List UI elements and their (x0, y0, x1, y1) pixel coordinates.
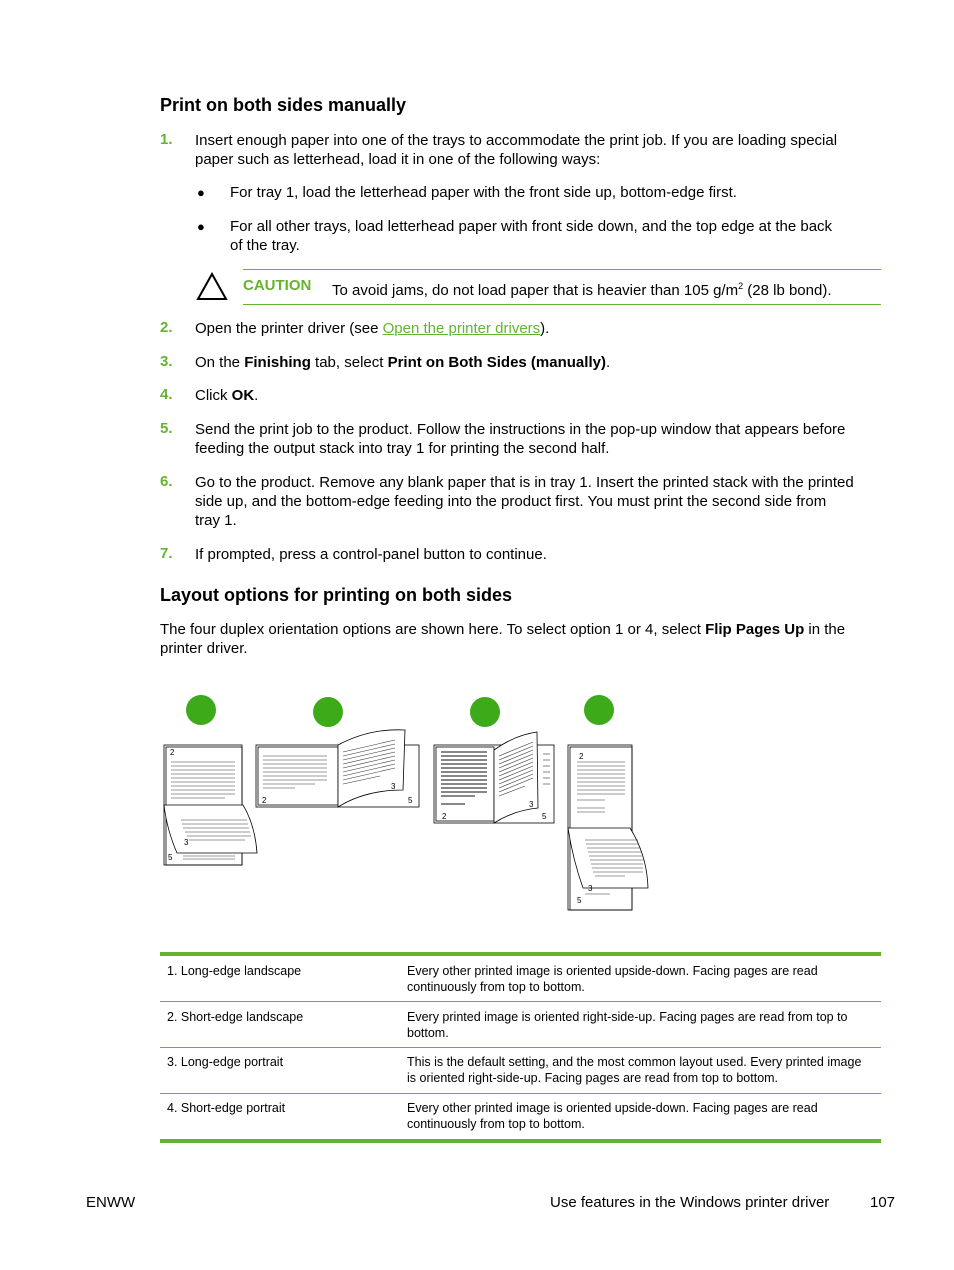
section-heading-manual-duplex: Print on both sides manually (160, 95, 407, 115)
bullet-text (230, 217, 832, 255)
table-cell-description (407, 1009, 848, 1041)
layout-intro-text (160, 620, 845, 658)
page-num-2: 2 (442, 812, 447, 821)
footer-left: ENWW (86, 1194, 136, 1211)
table-cell-option: 1. Long-edge landscape (167, 964, 302, 978)
table-top-rule (160, 952, 881, 956)
description-line: continuously from top to bottom. (407, 1117, 585, 1131)
step-line: Go to the product. Remove any blank paper that is in tray 1. Insert the printed stack with the printed (195, 474, 854, 491)
step-text-pre: Open the printer driver (see (195, 320, 383, 337)
step-number: 3. (160, 353, 173, 370)
intro-text-post: in the (804, 621, 846, 638)
bullet-line: of the tray. (230, 237, 300, 254)
print-both-sides-term: Print on Both Sides (manually) (387, 354, 606, 371)
intro-text-pre: The four duplex orientation options are shown here. To select option 1 or 4, select (160, 621, 706, 638)
description-line: continuously from top to bottom. (407, 980, 585, 994)
step-text-pre: On the (195, 354, 245, 371)
step-number: 5. (160, 420, 173, 437)
step-number: 4. (160, 386, 173, 403)
caution-bottom-rule (243, 304, 881, 305)
footer-chapter-title: Use features in the Windows printer driver (550, 1194, 830, 1211)
open-printer-drivers-link[interactable]: Open the printer drivers (382, 320, 541, 337)
page-num-5: 5 (168, 853, 173, 862)
footer-page-number: 107 (870, 1194, 896, 1211)
step-text (195, 473, 854, 530)
step-line: paper such as letterhead, load it in one of the following ways: (195, 151, 601, 168)
page-num-5: 5 (577, 896, 582, 905)
finishing-tab-term: Finishing (244, 354, 311, 371)
bullet-text (230, 183, 737, 202)
step-text-post: ). (540, 320, 550, 337)
description-line: Every other printed image is oriented upside-down. Facing pages are read (407, 1101, 818, 1115)
step-text-mid: tab, select (310, 354, 388, 371)
page-num-5: 5 (408, 796, 413, 805)
caution-text-main: To avoid jams, do not load paper that is heavier than 105 g/m (332, 282, 739, 299)
option-marker-3 (470, 697, 500, 727)
table-cell-option: 3. Long-edge portrait (167, 1055, 284, 1069)
duplex-orientation-diagram (155, 690, 665, 920)
bullet-icon: ● (197, 219, 205, 234)
step-text (195, 353, 610, 372)
table-cell-description (407, 963, 818, 995)
layout-diagram-3 (434, 732, 554, 823)
step-number: 6. (160, 473, 173, 490)
intro-text-line2: printer driver. (160, 640, 248, 657)
step-text (195, 545, 547, 564)
table-cell-description (407, 1054, 861, 1086)
page-num-5: 5 (542, 812, 547, 821)
step-line: side up, and the bottom-edge feeding into the product first. You must print the second side from (195, 493, 827, 510)
caution-text-end: (28 lb bond). (743, 282, 832, 299)
page-num-3: 3 (529, 800, 534, 809)
description-line: Every other printed image is oriented upside-down. Facing pages are read (407, 964, 818, 978)
step-text-post: . (605, 354, 611, 371)
table-row-rule (160, 1001, 881, 1002)
section-heading-layout-options: Layout options for printing on both sides (160, 585, 512, 605)
description-line: bottom. (407, 1026, 449, 1040)
flip-pages-up-term: Flip Pages Up (705, 621, 805, 638)
page-num-2: 2 (579, 752, 584, 761)
ok-term: OK (231, 387, 255, 404)
page-num-3: 3 (184, 838, 189, 847)
caution-label: CAUTION (243, 277, 312, 294)
step-text (195, 131, 837, 169)
caution-text (332, 277, 832, 300)
step-number: 2. (160, 319, 173, 336)
caution-top-rule (243, 269, 881, 270)
option-marker-2 (313, 697, 343, 727)
step-text-pre: Click (195, 387, 232, 404)
step-line: Send the print job to the product. Follow the instructions in the pop-up window that appears before (195, 421, 846, 438)
description-line: This is the default setting, and the most common layout used. Every printed image (407, 1055, 862, 1069)
layout-diagram-4 (568, 745, 648, 910)
step-line: tray 1. (195, 512, 237, 529)
layout-diagram-2 (256, 730, 419, 807)
page-num-3: 3 (391, 782, 396, 791)
page-num-2: 2 (262, 796, 267, 805)
layout-diagram-1 (164, 745, 257, 865)
page-num-3: 3 (588, 884, 593, 893)
description-line: Every printed image is oriented right-side-up. Facing pages are read from top to (407, 1010, 848, 1024)
step-number: 1. (160, 131, 173, 148)
step-text (195, 386, 258, 405)
table-row-rule (160, 1047, 881, 1048)
bullet-line: For all other trays, load letterhead paper with front side down, and the top edge at the back (230, 218, 833, 235)
step-line: feeding the output stack into tray 1 for printing the second half. (195, 440, 610, 457)
table-row-rule (160, 1093, 881, 1094)
step-line: Insert enough paper into one of the trays to accommodate the print job. If you are loading special (195, 132, 838, 149)
step-number: 7. (160, 545, 173, 562)
warning-triangle-icon (196, 272, 228, 301)
caution-superscript: 2 (738, 281, 744, 291)
table-cell-option: 4. Short-edge portrait (167, 1101, 286, 1115)
page-num-2: 2 (170, 748, 175, 757)
option-marker-1 (186, 695, 216, 725)
option-marker-4 (584, 695, 614, 725)
table-bottom-rule (160, 1139, 881, 1143)
bullet-line: For tray 1, load the letterhead paper with the front side up, bottom-edge first. (230, 184, 737, 201)
step-text-post: . (254, 387, 259, 404)
step-line: If prompted, press a control-panel button to continue. (195, 546, 547, 563)
step-text (195, 420, 845, 458)
table-cell-option: 2. Short-edge landscape (167, 1010, 304, 1024)
bullet-icon: ● (197, 185, 205, 200)
step-text (195, 319, 549, 338)
table-cell-description (407, 1100, 818, 1132)
description-line: is oriented right-side-up. Facing pages are read from top to bottom. (407, 1071, 779, 1085)
